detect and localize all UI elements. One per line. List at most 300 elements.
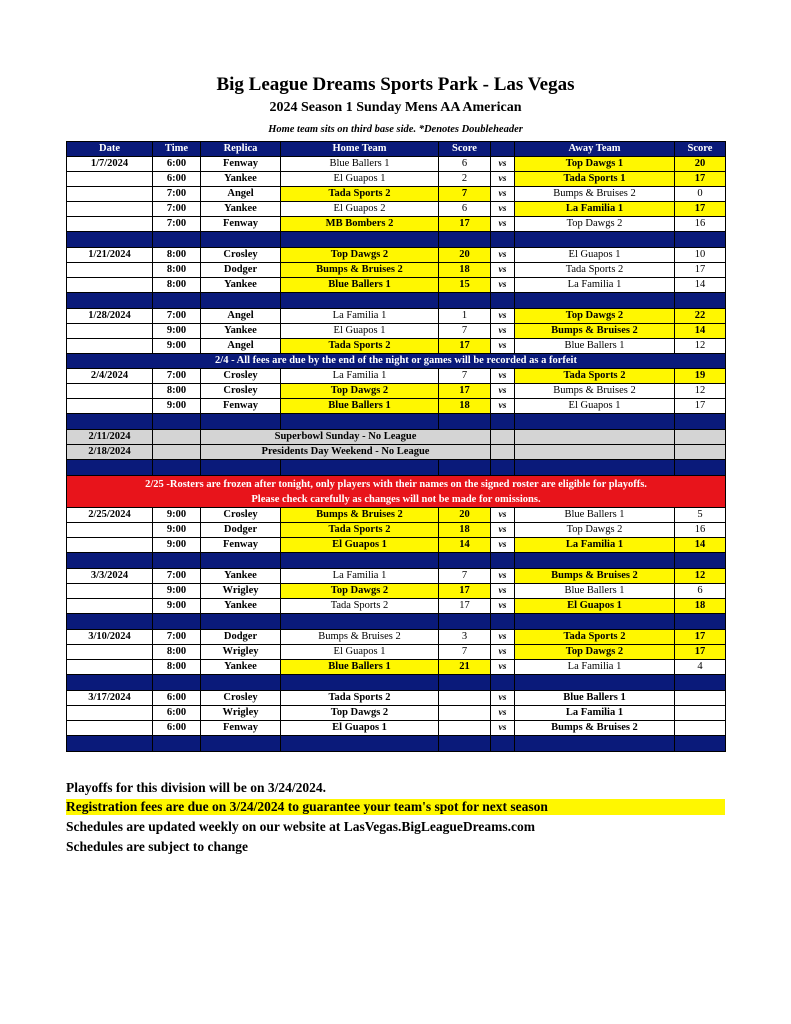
home-team-cell: Blue Ballers 1 [281, 399, 439, 414]
away-score-cell: 22 [675, 309, 726, 324]
date-cell: 2/4/2024 [67, 369, 153, 384]
away-score-cell: 16 [675, 217, 726, 232]
replica-field-cell: Angel [201, 309, 281, 324]
replica-field-cell: Wrigley [201, 645, 281, 660]
away-score-cell: 5 [675, 508, 726, 523]
separator-cell [515, 460, 675, 476]
away-team-cell: Bumps & Bruises 2 [515, 384, 675, 399]
home-team-cell: MB Bombers 2 [281, 217, 439, 232]
table-row [67, 645, 726, 660]
home-score-cell: 20 [439, 248, 491, 263]
vs-cell: vs [491, 508, 515, 523]
date-cell [67, 202, 153, 217]
column-header-time: Time [153, 142, 201, 157]
table-row [67, 691, 726, 706]
vs-cell: vs [491, 721, 515, 736]
separator-cell [67, 293, 153, 309]
date-cell [67, 384, 153, 399]
table-row [67, 721, 726, 736]
away-team-cell: Blue Ballers 1 [515, 339, 675, 354]
separator-cell [491, 614, 515, 630]
away-score-cell: 10 [675, 248, 726, 263]
home-team-cell: El Guapos 1 [281, 538, 439, 553]
away-score-cell: 12 [675, 569, 726, 584]
separator-cell [491, 293, 515, 309]
home-score-cell: 7 [439, 645, 491, 660]
column-header-away-score: Score [675, 142, 726, 157]
separator-cell [515, 614, 675, 630]
home-score-cell: 1 [439, 309, 491, 324]
separator-cell [281, 736, 439, 752]
blank-cell [675, 430, 726, 445]
separator-cell [201, 232, 281, 248]
replica-field-cell: Angel [201, 187, 281, 202]
replica-field-cell: Yankee [201, 599, 281, 614]
date-cell [67, 599, 153, 614]
home-score-cell: 6 [439, 157, 491, 172]
separator-cell [675, 293, 726, 309]
separator-cell [515, 553, 675, 569]
time-cell: 9:00 [153, 523, 201, 538]
separator-cell [439, 675, 491, 691]
away-team-cell: Tada Sports 2 [515, 630, 675, 645]
home-team-cell: Blue Ballers 1 [281, 660, 439, 675]
away-score-cell: 18 [675, 599, 726, 614]
fee-notice-text: 2/4 - All fees are due by the end of the night or games will be recorded as a forfeit [67, 354, 726, 369]
blank-cell [675, 445, 726, 460]
replica-field-cell: Angel [201, 339, 281, 354]
time-cell: 9:00 [153, 399, 201, 414]
separator-cell [153, 553, 201, 569]
away-team-cell: El Guapos 1 [515, 248, 675, 263]
replica-field-cell: Crosley [201, 508, 281, 523]
home-score-cell: 15 [439, 278, 491, 293]
away-team-cell: La Familia 1 [515, 202, 675, 217]
home-score-cell [439, 691, 491, 706]
separator-cell [153, 675, 201, 691]
blank-cell [491, 430, 515, 445]
table-row [67, 384, 726, 399]
away-team-cell: Bumps & Bruises 2 [515, 324, 675, 339]
away-score-cell [675, 706, 726, 721]
date-cell: 2/18/2024 [67, 445, 153, 460]
home-team-cell: Bumps & Bruises 2 [281, 630, 439, 645]
date-cell [67, 187, 153, 202]
home-score-cell: 7 [439, 369, 491, 384]
home-score-cell: 17 [439, 339, 491, 354]
vs-cell: vs [491, 599, 515, 614]
vs-cell: vs [491, 217, 515, 232]
separator-row [67, 614, 726, 630]
replica-field-cell: Wrigley [201, 706, 281, 721]
home-score-cell: 18 [439, 263, 491, 278]
date-cell [67, 324, 153, 339]
date-cell [67, 172, 153, 187]
time-cell: 7:00 [153, 569, 201, 584]
home-team-cell: Bumps & Bruises 2 [281, 508, 439, 523]
column-header-vs [491, 142, 515, 157]
time-cell: 6:00 [153, 706, 201, 721]
home-score-cell: 21 [439, 660, 491, 675]
vs-cell: vs [491, 645, 515, 660]
column-header-home-score: Score [439, 142, 491, 157]
time-cell: 6:00 [153, 691, 201, 706]
replica-field-cell: Dodger [201, 263, 281, 278]
separator-cell [491, 736, 515, 752]
separator-row [67, 675, 726, 691]
vs-cell: vs [491, 538, 515, 553]
time-cell: 9:00 [153, 324, 201, 339]
home-team-cell: La Familia 1 [281, 569, 439, 584]
date-cell [67, 263, 153, 278]
page-note: Home team sits on third base side. *Denotes Doubleheader [268, 124, 523, 135]
separator-cell [439, 232, 491, 248]
vs-cell: vs [491, 384, 515, 399]
time-cell: 8:00 [153, 248, 201, 263]
home-team-cell: Top Dawgs 2 [281, 584, 439, 599]
time-cell: 6:00 [153, 721, 201, 736]
time-cell: 9:00 [153, 584, 201, 599]
table-row [67, 278, 726, 293]
separator-cell [153, 614, 201, 630]
away-team-cell: Blue Ballers 1 [515, 508, 675, 523]
home-score-cell: 17 [439, 384, 491, 399]
away-score-cell: 6 [675, 584, 726, 599]
date-cell: 3/3/2024 [67, 569, 153, 584]
time-cell: 8:00 [153, 263, 201, 278]
separator-cell [67, 614, 153, 630]
blank-cell [515, 430, 675, 445]
table-row [67, 187, 726, 202]
separator-cell [515, 675, 675, 691]
home-team-cell: Tada Sports 2 [281, 187, 439, 202]
away-score-cell: 14 [675, 538, 726, 553]
time-cell: 7:00 [153, 202, 201, 217]
date-cell [67, 584, 153, 599]
away-score-cell: 12 [675, 339, 726, 354]
replica-field-cell: Yankee [201, 660, 281, 675]
table-row [67, 599, 726, 614]
table-row [67, 508, 726, 523]
blank-cell [153, 445, 201, 460]
separator-cell [515, 293, 675, 309]
separator-cell [201, 460, 281, 476]
away-score-cell [675, 721, 726, 736]
separator-cell [491, 460, 515, 476]
vs-cell: vs [491, 523, 515, 538]
replica-field-cell: Fenway [201, 538, 281, 553]
column-header-home-team: Home Team [281, 142, 439, 157]
home-team-cell: Tada Sports 2 [281, 599, 439, 614]
away-team-cell: La Familia 1 [515, 278, 675, 293]
away-team-cell: Top Dawgs 2 [515, 309, 675, 324]
column-header-date: Date [67, 142, 153, 157]
home-score-cell: 20 [439, 508, 491, 523]
separator-cell [153, 293, 201, 309]
away-score-cell [675, 691, 726, 706]
replica-field-cell: Fenway [201, 721, 281, 736]
separator-cell [515, 736, 675, 752]
roster-frozen-notice [67, 476, 726, 508]
home-team-cell: El Guapos 1 [281, 172, 439, 187]
away-score-cell: 17 [675, 263, 726, 278]
home-team-cell: Blue Ballers 1 [281, 157, 439, 172]
separator-cell [675, 232, 726, 248]
separator-cell [281, 232, 439, 248]
home-score-cell: 14 [439, 538, 491, 553]
no-league-text: Presidents Day Weekend - No League [201, 445, 491, 460]
home-team-cell: Tada Sports 2 [281, 339, 439, 354]
no-league-row [67, 445, 726, 460]
home-team-cell: La Familia 1 [281, 369, 439, 384]
away-team-cell: La Familia 1 [515, 660, 675, 675]
separator-cell [201, 614, 281, 630]
replica-field-cell: Fenway [201, 217, 281, 232]
home-team-cell: Top Dawgs 2 [281, 384, 439, 399]
separator-cell [439, 553, 491, 569]
table-row [67, 399, 726, 414]
blank-cell [153, 430, 201, 445]
separator-row [67, 553, 726, 569]
away-score-cell: 12 [675, 384, 726, 399]
table-row [67, 369, 726, 384]
separator-cell [201, 553, 281, 569]
time-cell: 7:00 [153, 369, 201, 384]
separator-cell [491, 675, 515, 691]
date-cell [67, 399, 153, 414]
time-cell: 9:00 [153, 339, 201, 354]
separator-cell [675, 675, 726, 691]
away-score-cell: 17 [675, 630, 726, 645]
separator-cell [515, 232, 675, 248]
table-row [67, 660, 726, 675]
time-cell: 9:00 [153, 508, 201, 523]
away-team-cell: El Guapos 1 [515, 599, 675, 614]
home-score-cell: 3 [439, 630, 491, 645]
table-row [67, 569, 726, 584]
separator-cell [67, 553, 153, 569]
table-row [67, 217, 726, 232]
date-cell: 2/11/2024 [67, 430, 153, 445]
away-team-cell: Tada Sports 1 [515, 172, 675, 187]
replica-field-cell: Fenway [201, 157, 281, 172]
away-team-cell: Bumps & Bruises 2 [515, 721, 675, 736]
vs-cell: vs [491, 248, 515, 263]
separator-cell [67, 414, 153, 430]
column-header-away-team: Away Team [515, 142, 675, 157]
away-score-cell: 4 [675, 660, 726, 675]
roster-frozen-row [67, 476, 726, 508]
separator-cell [201, 414, 281, 430]
replica-field-cell: Crosley [201, 691, 281, 706]
table-row [67, 584, 726, 599]
time-cell: 8:00 [153, 278, 201, 293]
vs-cell: vs [491, 584, 515, 599]
table-row [67, 248, 726, 263]
separator-cell [281, 293, 439, 309]
away-team-cell: Tada Sports 2 [515, 369, 675, 384]
no-league-text: Superbowl Sunday - No League [201, 430, 491, 445]
date-cell [67, 339, 153, 354]
vs-cell: vs [491, 172, 515, 187]
schedule-table [66, 141, 726, 752]
separator-cell [153, 232, 201, 248]
separator-cell [281, 614, 439, 630]
replica-field-cell: Dodger [201, 523, 281, 538]
home-team-cell: El Guapos 1 [281, 645, 439, 660]
blank-cell [515, 445, 675, 460]
time-cell: 6:00 [153, 172, 201, 187]
away-team-cell: Top Dawgs 2 [515, 645, 675, 660]
away-team-cell: El Guapos 1 [515, 399, 675, 414]
away-score-cell: 19 [675, 369, 726, 384]
separator-row [67, 232, 726, 248]
separator-cell [281, 414, 439, 430]
date-cell: 1/21/2024 [67, 248, 153, 263]
home-team-cell: Bumps & Bruises 2 [281, 263, 439, 278]
table-header-row [67, 142, 726, 157]
table-row [67, 263, 726, 278]
away-score-cell: 17 [675, 399, 726, 414]
home-team-cell: La Familia 1 [281, 309, 439, 324]
table-row [67, 324, 726, 339]
away-team-cell: Bumps & Bruises 2 [515, 187, 675, 202]
table-row [67, 706, 726, 721]
time-cell: 7:00 [153, 217, 201, 232]
replica-field-cell: Crosley [201, 369, 281, 384]
date-cell [67, 523, 153, 538]
away-team-cell: Bumps & Bruises 2 [515, 569, 675, 584]
blank-cell [491, 445, 515, 460]
date-cell [67, 217, 153, 232]
footer-playoffs: Playoffs for this division will be on 3/24/2024. [66, 780, 327, 795]
separator-cell [675, 460, 726, 476]
home-team-cell: Top Dawgs 2 [281, 248, 439, 263]
away-team-cell: La Familia 1 [515, 538, 675, 553]
separator-cell [439, 460, 491, 476]
time-cell: 7:00 [153, 187, 201, 202]
table-row [67, 538, 726, 553]
table-row [67, 339, 726, 354]
date-cell [67, 538, 153, 553]
separator-cell [67, 675, 153, 691]
date-cell [67, 721, 153, 736]
home-score-cell: 7 [439, 569, 491, 584]
separator-cell [491, 553, 515, 569]
time-cell: 7:00 [153, 630, 201, 645]
replica-field-cell: Crosley [201, 384, 281, 399]
vs-cell: vs [491, 660, 515, 675]
home-score-cell: 17 [439, 217, 491, 232]
home-score-cell: 7 [439, 187, 491, 202]
replica-field-cell: Yankee [201, 202, 281, 217]
date-cell: 2/25/2024 [67, 508, 153, 523]
home-score-cell: 2 [439, 172, 491, 187]
separator-cell [281, 675, 439, 691]
away-score-cell: 17 [675, 202, 726, 217]
vs-cell: vs [491, 157, 515, 172]
home-score-cell: 18 [439, 523, 491, 538]
separator-cell [491, 232, 515, 248]
home-team-cell: El Guapos 2 [281, 202, 439, 217]
away-team-cell: Blue Ballers 1 [515, 584, 675, 599]
home-score-cell [439, 706, 491, 721]
away-team-cell: Top Dawgs 1 [515, 157, 675, 172]
time-cell: 8:00 [153, 384, 201, 399]
time-cell: 8:00 [153, 645, 201, 660]
separator-cell [153, 736, 201, 752]
table-row [67, 523, 726, 538]
away-score-cell: 14 [675, 278, 726, 293]
table-row [67, 309, 726, 324]
table-row [67, 630, 726, 645]
separator-row [67, 736, 726, 752]
separator-cell [675, 414, 726, 430]
vs-cell: vs [491, 309, 515, 324]
table-row [67, 202, 726, 217]
replica-field-cell: Yankee [201, 172, 281, 187]
vs-cell: vs [491, 263, 515, 278]
separator-cell [153, 460, 201, 476]
home-score-cell: 17 [439, 599, 491, 614]
vs-cell: vs [491, 399, 515, 414]
separator-cell [67, 736, 153, 752]
no-league-row [67, 430, 726, 445]
footer-subject: Schedules are subject to change [66, 839, 248, 854]
replica-field-cell: Yankee [201, 278, 281, 293]
separator-cell [201, 675, 281, 691]
date-cell [67, 645, 153, 660]
away-team-cell: Top Dawgs 2 [515, 217, 675, 232]
separator-cell [491, 414, 515, 430]
date-cell: 3/10/2024 [67, 630, 153, 645]
time-cell: 9:00 [153, 538, 201, 553]
vs-cell: vs [491, 187, 515, 202]
separator-cell [201, 293, 281, 309]
away-team-cell: Top Dawgs 2 [515, 523, 675, 538]
replica-field-cell: Crosley [201, 248, 281, 263]
fee-notice-row [67, 354, 726, 369]
replica-field-cell: Dodger [201, 630, 281, 645]
home-score-cell: 18 [439, 399, 491, 414]
away-score-cell: 0 [675, 187, 726, 202]
replica-field-cell: Fenway [201, 399, 281, 414]
away-team-cell: La Familia 1 [515, 706, 675, 721]
away-team-cell: Blue Ballers 1 [515, 691, 675, 706]
away-score-cell: 16 [675, 523, 726, 538]
page-subtitle: 2024 Season 1 Sunday Mens AA American [269, 100, 522, 115]
roster-frozen-line-1: 2/25 -Rosters are frozen after tonight, only players with their names on the signed roster are eligible for playoffs. [145, 478, 647, 490]
vs-cell: vs [491, 324, 515, 339]
away-score-cell: 17 [675, 645, 726, 660]
date-cell: 3/17/2024 [67, 691, 153, 706]
vs-cell: vs [491, 569, 515, 584]
separator-cell [201, 736, 281, 752]
away-team-cell: Tada Sports 2 [515, 263, 675, 278]
separator-cell [675, 736, 726, 752]
vs-cell: vs [491, 691, 515, 706]
table-row [67, 157, 726, 172]
date-cell [67, 706, 153, 721]
separator-cell [439, 293, 491, 309]
replica-field-cell: Yankee [201, 569, 281, 584]
column-header-replica: Replica [201, 142, 281, 157]
vs-cell: vs [491, 369, 515, 384]
away-score-cell: 17 [675, 172, 726, 187]
home-team-cell: Tada Sports 2 [281, 523, 439, 538]
home-score-cell [439, 721, 491, 736]
separator-cell [675, 553, 726, 569]
